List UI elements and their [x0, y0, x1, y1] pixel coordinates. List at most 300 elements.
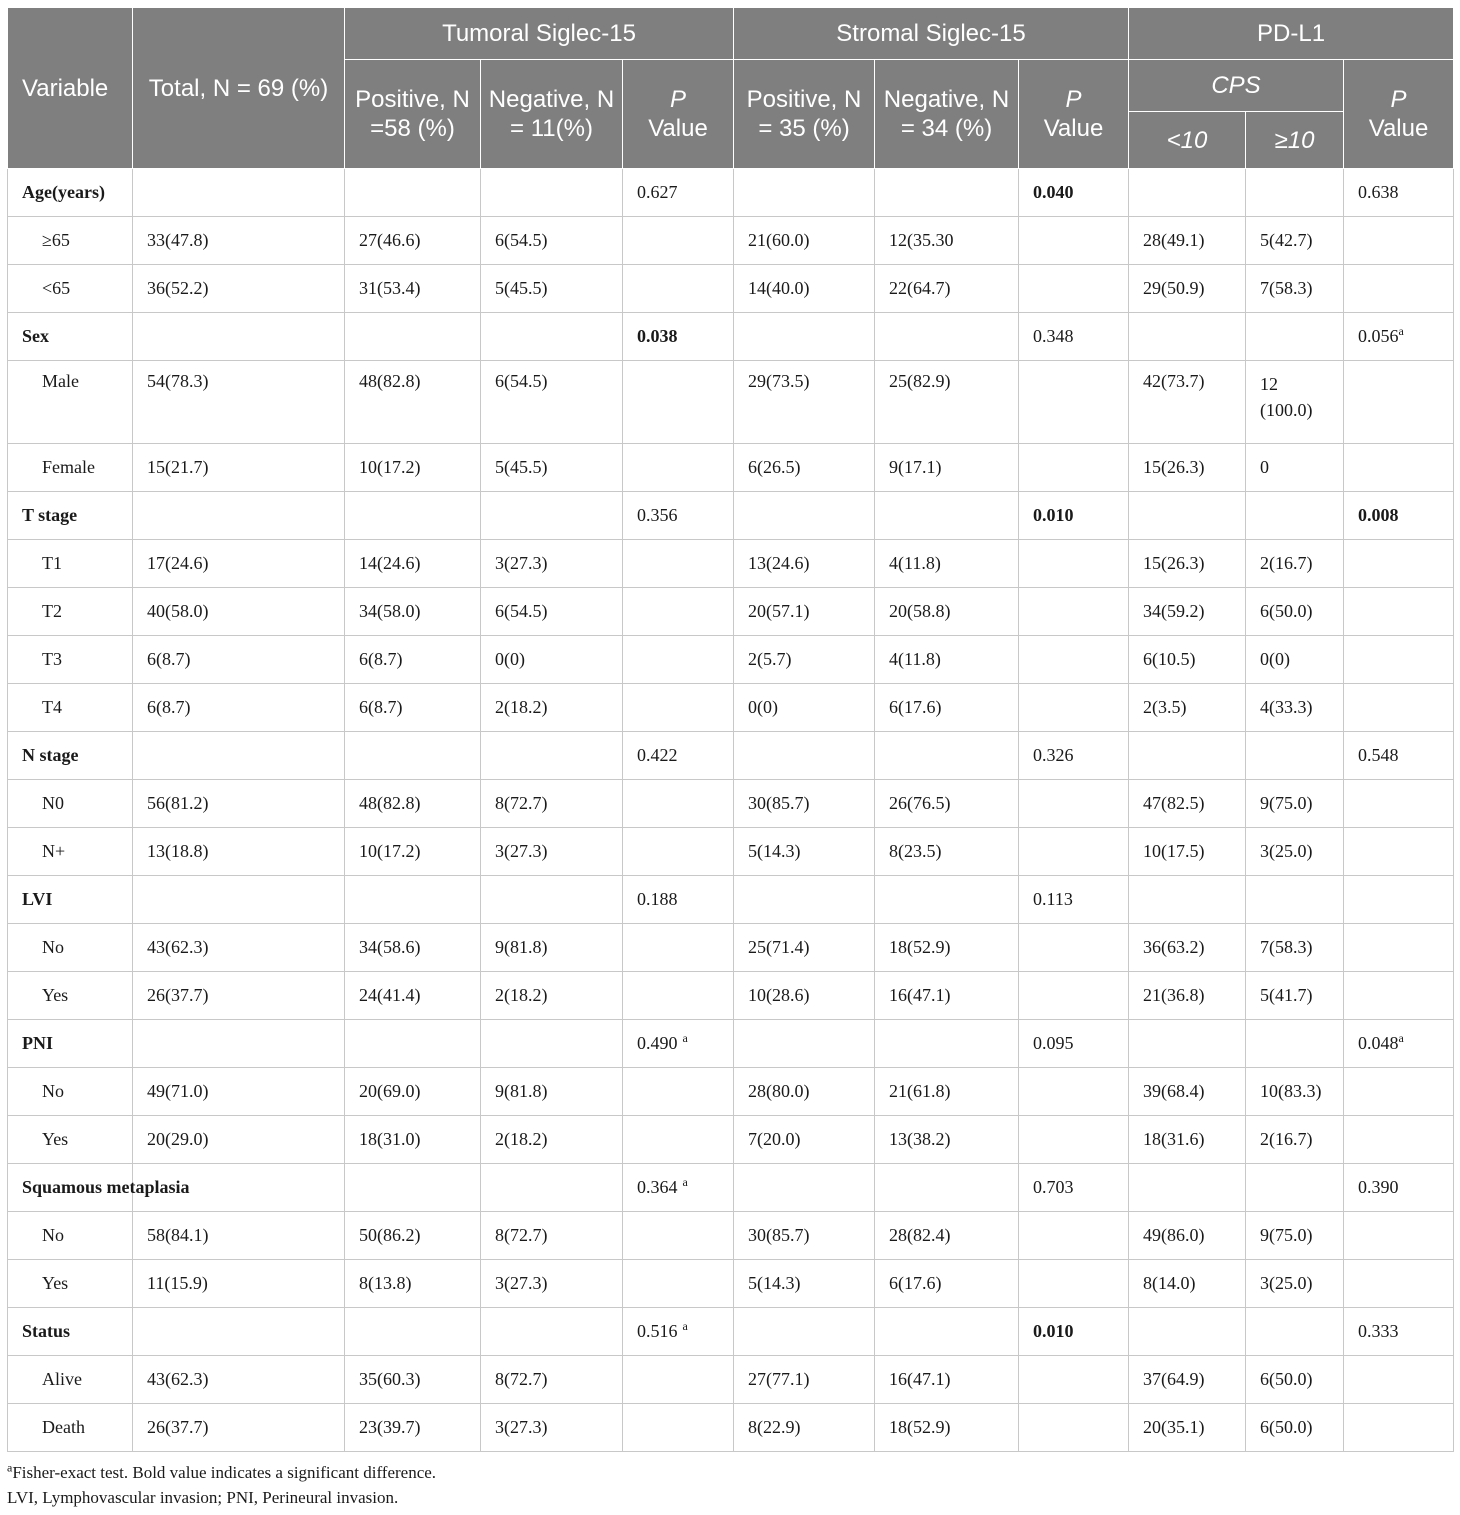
- table-cell-v: [8, 684, 133, 732]
- table-cell-cl: [1129, 444, 1246, 492]
- cell-text: 2(5.7): [748, 649, 792, 669]
- table-cell-t: [133, 540, 345, 588]
- table-cell-ppv: [1344, 1308, 1454, 1356]
- table-cell-cl: [1129, 828, 1246, 876]
- cell-text: 0.390: [1358, 1177, 1399, 1197]
- table-cell-spv: [1019, 1356, 1129, 1404]
- cell-text: 5(14.3): [748, 841, 801, 861]
- table-cell-cl: [1129, 684, 1246, 732]
- table-cell-tn: [481, 684, 623, 732]
- cell-text: 5(41.7): [1260, 985, 1313, 1005]
- cell-text: 0.548: [1358, 745, 1399, 765]
- table-cell-sp: [734, 265, 875, 313]
- cell-text: 34(58.6): [359, 937, 421, 957]
- table-cell-tpv: [623, 1260, 734, 1308]
- table-cell-ppv: [1344, 1260, 1454, 1308]
- table-cell-t: [133, 1308, 345, 1356]
- cell-text: T1: [42, 553, 62, 573]
- header-total: Total, N = 69 (%): [133, 8, 345, 169]
- cell-text: 7(58.3): [1260, 937, 1313, 957]
- cell-text: 35(60.3): [359, 1369, 421, 1389]
- table-cell-sn: [875, 684, 1019, 732]
- table-cell-spv: [1019, 588, 1129, 636]
- table-cell-ppv: [1344, 444, 1454, 492]
- table-cell-t: [133, 492, 345, 540]
- table-cell-t: [133, 361, 345, 444]
- table-row: [8, 972, 1454, 1020]
- cell-text: 2(16.7): [1260, 1129, 1313, 1149]
- cell-text: 8(13.8): [359, 1273, 412, 1293]
- table-cell-v: [8, 828, 133, 876]
- p-italic-label: P: [669, 86, 686, 113]
- table-cell-tp: [345, 313, 481, 361]
- table-cell-tpv: [623, 361, 734, 444]
- table-cell-cl: [1129, 1356, 1246, 1404]
- cell-text: Female: [42, 457, 95, 477]
- cell-text: 0.010: [1033, 1321, 1074, 1341]
- cell-text: 0.326: [1033, 745, 1074, 765]
- table-cell-sp: [734, 217, 875, 265]
- cell-text: 6(8.7): [147, 697, 191, 717]
- table-cell-v: [8, 636, 133, 684]
- cell-text: 15(21.7): [147, 457, 209, 477]
- table-cell-spv: [1019, 1116, 1129, 1164]
- table-cell-spv: [1019, 684, 1129, 732]
- table-cell-t: [133, 313, 345, 361]
- table-row: [8, 492, 1454, 540]
- table-cell-t: [133, 1356, 345, 1404]
- table-cell-tp: [345, 540, 481, 588]
- cell-text: 0.638: [1358, 182, 1399, 202]
- cell-text: 42(73.7): [1143, 371, 1205, 391]
- table-cell-v: [8, 1212, 133, 1260]
- table-cell-tn: [481, 636, 623, 684]
- cell-text: 13(38.2): [889, 1129, 951, 1149]
- table-cell-sp: [734, 1164, 875, 1212]
- cell-text: 4(11.8): [889, 553, 941, 573]
- table-cell-spv: [1019, 1308, 1129, 1356]
- table-cell-tp: [345, 217, 481, 265]
- cell-text: N0: [42, 793, 64, 813]
- table-cell-tpv: [623, 265, 734, 313]
- table-cell-cl: [1129, 1164, 1246, 1212]
- table-cell-spv: [1019, 828, 1129, 876]
- table-cell-tn: [481, 217, 623, 265]
- cell-text: 30(85.7): [748, 793, 810, 813]
- table-cell-tn: [481, 1356, 623, 1404]
- cell-text: PNI: [22, 1033, 53, 1053]
- table-cell-tp: [345, 972, 481, 1020]
- cell-text: 6(54.5): [495, 601, 548, 621]
- table-cell-cl: [1129, 780, 1246, 828]
- cell-text: 10(28.6): [748, 985, 810, 1005]
- table-cell-ch: [1246, 684, 1344, 732]
- table-cell-v: [8, 1308, 133, 1356]
- cell-text: 4(11.8): [889, 649, 941, 669]
- table-cell-tp: [345, 265, 481, 313]
- table-row: [8, 169, 1454, 217]
- header-cps-low: <10: [1129, 112, 1246, 169]
- table-cell-tpv: [623, 1404, 734, 1452]
- table-cell-cl: [1129, 732, 1246, 780]
- cell-text: 28(80.0): [748, 1081, 810, 1101]
- table-cell-tpv: [623, 492, 734, 540]
- cell-text: 43(62.3): [147, 1369, 209, 1389]
- cell-text: 3(27.3): [495, 1417, 548, 1437]
- header-stromal-negative: Negative, N = 34 (%): [875, 60, 1019, 169]
- table-cell-sn: [875, 1164, 1019, 1212]
- table-cell-tpv: [623, 1116, 734, 1164]
- cell-text: 0(0): [495, 649, 525, 669]
- table-cell-tpv: [623, 1068, 734, 1116]
- table-cell-ch: [1246, 492, 1344, 540]
- table-cell-spv: [1019, 924, 1129, 972]
- cell-text: 8(72.7): [495, 1369, 548, 1389]
- cell-text: 31(53.4): [359, 278, 421, 298]
- cell-text: 25(71.4): [748, 937, 810, 957]
- cell-text: Sex: [22, 326, 49, 346]
- table-cell-v: [8, 1020, 133, 1068]
- table-cell-ppv: [1344, 540, 1454, 588]
- table-cell-sp: [734, 169, 875, 217]
- cell-text: 24(41.4): [359, 985, 421, 1005]
- table-cell-v: [8, 1116, 133, 1164]
- cell-text: Yes: [42, 1129, 69, 1149]
- table-cell-spv: [1019, 492, 1129, 540]
- cell-text: <65: [42, 278, 71, 298]
- cell-text: 5(45.5): [495, 278, 548, 298]
- table-cell-ch: [1246, 361, 1344, 444]
- cell-text: 20(29.0): [147, 1129, 209, 1149]
- table-cell-ch: [1246, 636, 1344, 684]
- cell-text: T4: [42, 697, 62, 717]
- cell-text: 48(82.8): [359, 793, 421, 813]
- table-cell-ppv: [1344, 217, 1454, 265]
- table-cell-ppv: [1344, 684, 1454, 732]
- table-row: [8, 780, 1454, 828]
- header-tumoral-positive: Positive, N =58 (%): [345, 60, 481, 169]
- table-cell-sn: [875, 780, 1019, 828]
- footnote-marker: a: [1398, 1031, 1404, 1045]
- table-row: [8, 924, 1454, 972]
- cell-text: 0.188: [637, 889, 678, 909]
- table-cell-cl: [1129, 1260, 1246, 1308]
- cell-text: 9(17.1): [889, 457, 942, 477]
- cell-text: 6(17.6): [889, 697, 942, 717]
- table-cell-v: [8, 217, 133, 265]
- table-cell-sn: [875, 1116, 1019, 1164]
- table-cell-ch: [1246, 1068, 1344, 1116]
- table-cell-tn: [481, 1164, 623, 1212]
- table-cell-tn: [481, 780, 623, 828]
- cell-text: 6(50.0): [1260, 1369, 1313, 1389]
- header-tumoral-negative: Negative, N = 11(%): [481, 60, 623, 169]
- table-cell-ch: [1246, 169, 1344, 217]
- table-cell-spv: [1019, 313, 1129, 361]
- cell-text: 14(40.0): [748, 278, 810, 298]
- table-cell-tn: [481, 924, 623, 972]
- table-cell-tn: [481, 1068, 623, 1116]
- table-cell-tp: [345, 636, 481, 684]
- cell-text: Status: [22, 1321, 71, 1341]
- footnote-sup: a: [7, 1460, 13, 1475]
- cell-text: 5(45.5): [495, 457, 548, 477]
- table-cell-tp: [345, 732, 481, 780]
- cell-text: T2: [42, 601, 62, 621]
- table-cell-sn: [875, 972, 1019, 1020]
- table-cell-ppv: [1344, 1068, 1454, 1116]
- table-cell-ppv: [1344, 828, 1454, 876]
- table-cell-sn: [875, 1212, 1019, 1260]
- table-row: [8, 217, 1454, 265]
- header-variable: Variable: [8, 8, 133, 169]
- cell-text: 22(64.7): [889, 278, 951, 298]
- cell-text: 8(72.7): [495, 1225, 548, 1245]
- cell-text: 34(59.2): [1143, 601, 1205, 621]
- table-cell-sp: [734, 636, 875, 684]
- p-italic-label: P: [1390, 86, 1407, 113]
- header-cps-high: ≥10: [1246, 112, 1344, 169]
- table-cell-cl: [1129, 265, 1246, 313]
- table-cell-tn: [481, 732, 623, 780]
- table-cell-spv: [1019, 1164, 1129, 1212]
- cell-text: 29(50.9): [1143, 278, 1205, 298]
- table-cell-sn: [875, 1308, 1019, 1356]
- cell-text: 6(54.5): [495, 230, 548, 250]
- table-cell-sp: [734, 972, 875, 1020]
- table-cell-ppv: [1344, 492, 1454, 540]
- table-cell-ch: [1246, 1212, 1344, 1260]
- table-cell-ch: [1246, 265, 1344, 313]
- table-cell-t: [133, 1116, 345, 1164]
- table-cell-cl: [1129, 169, 1246, 217]
- cell-text: 28(49.1): [1143, 230, 1205, 250]
- cell-text: 33(47.8): [147, 230, 209, 250]
- table-cell-tn: [481, 492, 623, 540]
- footnote-marker: a: [682, 1319, 688, 1333]
- table-cell-tp: [345, 169, 481, 217]
- table-cell-tn: [481, 313, 623, 361]
- table-cell-t: [133, 876, 345, 924]
- table-cell-tpv: [623, 217, 734, 265]
- table-cell-sp: [734, 1404, 875, 1452]
- cell-text: N stage: [22, 745, 79, 765]
- cell-text: 8(22.9): [748, 1417, 801, 1437]
- table-cell-sn: [875, 1356, 1019, 1404]
- cell-text: N+: [42, 841, 66, 861]
- table-cell-tpv: [623, 684, 734, 732]
- table-cell-ppv: [1344, 588, 1454, 636]
- cell-text: 7(58.3): [1260, 278, 1313, 298]
- table-row: [8, 1116, 1454, 1164]
- cell-text: 0.008: [1358, 505, 1399, 525]
- table-cell-t: [133, 169, 345, 217]
- cell-text: 0.356: [637, 505, 678, 525]
- cell-text: 3(25.0): [1260, 841, 1313, 861]
- table-cell-ppv: [1344, 169, 1454, 217]
- table-cell-v: [8, 313, 133, 361]
- cell-text: 10(17.2): [359, 457, 421, 477]
- table-cell-v: [8, 588, 133, 636]
- table-cell-spv: [1019, 361, 1129, 444]
- table-cell-sn: [875, 636, 1019, 684]
- cell-text: 6(50.0): [1260, 601, 1313, 621]
- table-cell-tn: [481, 169, 623, 217]
- table-cell-sp: [734, 924, 875, 972]
- header-pdl1-p-value: [1344, 60, 1454, 169]
- header-tumoral-siglec15: Tumoral Siglec-15: [345, 8, 734, 60]
- table-row: [8, 684, 1454, 732]
- table-cell-ppv: [1344, 1116, 1454, 1164]
- table-cell-tp: [345, 684, 481, 732]
- table-cell-tpv: [623, 828, 734, 876]
- table-cell-spv: [1019, 1212, 1129, 1260]
- table-cell-cl: [1129, 1068, 1246, 1116]
- table-cell-spv: [1019, 265, 1129, 313]
- cell-text: 9(75.0): [1260, 1225, 1313, 1245]
- table-cell-sp: [734, 876, 875, 924]
- cell-text: Death: [42, 1417, 85, 1437]
- cell-text: 14(24.6): [359, 553, 421, 573]
- table-cell-t: [133, 444, 345, 492]
- cell-text: 20(69.0): [359, 1081, 421, 1101]
- cell-text: 18(52.9): [889, 1417, 951, 1437]
- table-cell-tp: [345, 1356, 481, 1404]
- footnote-fisher: [7, 1460, 436, 1485]
- cell-text: 6(17.6): [889, 1273, 942, 1293]
- table-row: [8, 876, 1454, 924]
- table-cell-sn: [875, 217, 1019, 265]
- table-cell-tp: [345, 1212, 481, 1260]
- cell-text: 0.010: [1033, 505, 1074, 525]
- cell-text: 54(78.3): [147, 371, 209, 391]
- table-cell-v: [8, 1404, 133, 1452]
- table-row: [8, 1404, 1454, 1452]
- table-cell-spv: [1019, 636, 1129, 684]
- table-cell-t: [133, 588, 345, 636]
- table-cell-spv: [1019, 540, 1129, 588]
- cell-text: 2(18.2): [495, 1129, 548, 1149]
- table-row: [8, 1356, 1454, 1404]
- table-cell-tp: [345, 1116, 481, 1164]
- table-cell-t: [133, 1212, 345, 1260]
- table-cell-spv: [1019, 444, 1129, 492]
- cell-text: 17(24.6): [147, 553, 209, 573]
- table-cell-cl: [1129, 924, 1246, 972]
- table-cell-sp: [734, 732, 875, 780]
- table-cell-sn: [875, 1404, 1019, 1452]
- table-cell-tn: [481, 265, 623, 313]
- table-cell-tpv: [623, 924, 734, 972]
- table-cell-tp: [345, 1404, 481, 1452]
- table-cell-tp: [345, 1164, 481, 1212]
- table-cell-sp: [734, 1356, 875, 1404]
- cell-text: 6(8.7): [147, 649, 191, 669]
- cell-text: Age(years): [22, 182, 105, 202]
- table-cell-tn: [481, 972, 623, 1020]
- table-cell-tn: [481, 876, 623, 924]
- cell-text: 49(86.0): [1143, 1225, 1205, 1245]
- table-cell-ppv: [1344, 972, 1454, 1020]
- cell-text: ≥65: [42, 230, 70, 250]
- table-cell-sn: [875, 588, 1019, 636]
- table-cell-v: [8, 169, 133, 217]
- table-cell-sn: [875, 732, 1019, 780]
- cell-text: Alive: [42, 1369, 82, 1389]
- table-cell-tn: [481, 1020, 623, 1068]
- table-cell-v: [8, 1356, 133, 1404]
- table-cell-tn: [481, 361, 623, 444]
- cell-text: 12(35.30: [889, 230, 954, 250]
- table-cell-sp: [734, 313, 875, 361]
- cell-text: 0.348: [1033, 326, 1074, 346]
- table-cell-v: [8, 972, 133, 1020]
- table-cell-v: [8, 361, 133, 444]
- table-cell-v: [8, 540, 133, 588]
- table-cell-sp: [734, 492, 875, 540]
- cell-text: Yes: [42, 1273, 69, 1293]
- table-row: [8, 361, 1454, 444]
- table-cell-ch: [1246, 1116, 1344, 1164]
- table-cell-sn: [875, 540, 1019, 588]
- cell-text: 8(14.0): [1143, 1273, 1196, 1293]
- table-cell-tn: [481, 540, 623, 588]
- table-cell-sp: [734, 361, 875, 444]
- cell-text: No: [42, 1225, 64, 1245]
- table-cell-tpv: [623, 169, 734, 217]
- table-cell-t: [133, 684, 345, 732]
- table-cell-tpv: [623, 876, 734, 924]
- header-tumoral-p-value: [623, 60, 734, 169]
- cell-text: 26(37.7): [147, 985, 209, 1005]
- table-cell-cl: [1129, 540, 1246, 588]
- cell-text: 10(17.2): [359, 841, 421, 861]
- cell-text: 37(64.9): [1143, 1369, 1205, 1389]
- table-cell-spv: [1019, 1404, 1129, 1452]
- cell-text: 8(23.5): [889, 841, 942, 861]
- table-cell-v: [8, 265, 133, 313]
- table-cell-v: [8, 780, 133, 828]
- table-cell-tp: [345, 492, 481, 540]
- cell-text: 0.038: [637, 326, 678, 346]
- cell-text: 0.364: [637, 1177, 678, 1197]
- cell-text: 3(25.0): [1260, 1273, 1313, 1293]
- cell-text: 6(10.5): [1143, 649, 1196, 669]
- table-cell-ppv: [1344, 1212, 1454, 1260]
- table-cell-cl: [1129, 636, 1246, 684]
- table-cell-ch: [1246, 1308, 1344, 1356]
- table-cell-ch: [1246, 780, 1344, 828]
- table-cell-ppv: [1344, 780, 1454, 828]
- table-cell-tp: [345, 588, 481, 636]
- table-cell-ch: [1246, 876, 1344, 924]
- table-cell-sp: [734, 1260, 875, 1308]
- cell-text: 2(18.2): [495, 697, 548, 717]
- table-cell-ch: [1246, 1260, 1344, 1308]
- table-cell-sn: [875, 492, 1019, 540]
- table-cell-sp: [734, 780, 875, 828]
- table-cell-tn: [481, 1308, 623, 1356]
- table-cell-sp: [734, 1308, 875, 1356]
- cell-text: 10(17.5): [1143, 841, 1205, 861]
- table-cell-sp: [734, 1068, 875, 1116]
- table-cell-sp: [734, 1116, 875, 1164]
- table-cell-tpv: [623, 636, 734, 684]
- table-cell-sn: [875, 876, 1019, 924]
- table-cell-tn: [481, 1116, 623, 1164]
- cell-text: 0.113: [1033, 889, 1073, 909]
- header-stromal-positive: Positive, N = 35 (%): [734, 60, 875, 169]
